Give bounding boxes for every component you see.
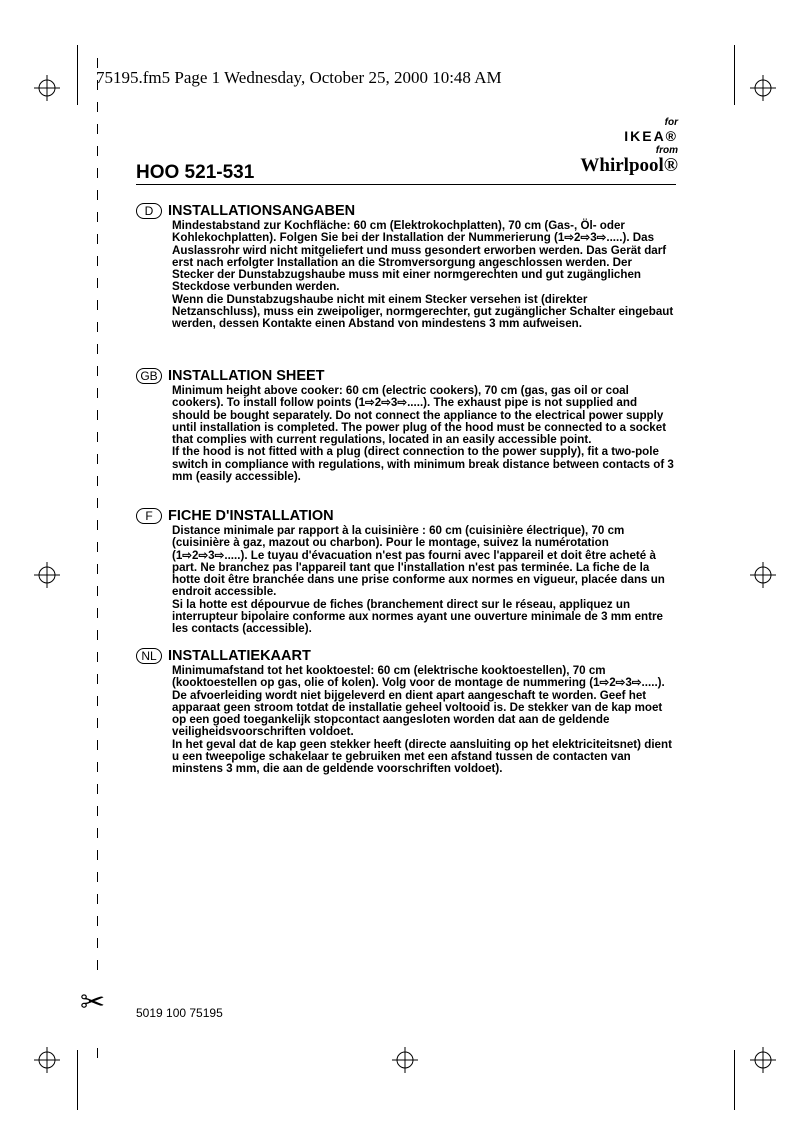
cut-line-dash [97, 344, 98, 354]
crop-mark [77, 45, 78, 105]
cut-line-dash [97, 256, 98, 266]
cut-line-dash [97, 212, 98, 222]
section-paragraph: If the hood is not fitted with a plug (direct connection to the power supply), fit a two-pole switch in compliance with regulations, with minimum break distance between contacts of 3 mm (easily accessible). [172, 445, 674, 484]
cut-line-dash [97, 850, 98, 860]
cut-line-dash [97, 278, 98, 288]
crop-mark [734, 1050, 735, 1110]
registration-mark-icon [750, 562, 776, 588]
cut-line-dash [97, 1048, 98, 1058]
cut-line-dash [97, 234, 98, 244]
ikea-logo: IKEA® [624, 128, 678, 144]
cut-line-dash [97, 300, 98, 310]
cut-line-dash [97, 388, 98, 398]
cut-line-dash [97, 894, 98, 904]
cut-line-dash [97, 520, 98, 530]
section-paragraph: Si la hotte est dépourvue de fiches (branchement direct sur le réseau, appliquez un interrupteur bipolaire conforme aux normes ayant une ouverture minimale de 3 mm entre les contacts (accessible). [172, 597, 663, 636]
cut-line-dash [97, 564, 98, 574]
cut-line-dash [97, 322, 98, 332]
language-badge: D [136, 203, 162, 219]
section-de [136, 202, 676, 331]
section-title: INSTALLATION SHEET [168, 368, 325, 384]
cut-line-dash [97, 454, 98, 464]
scissors-icon: ✂ [80, 986, 106, 1019]
cut-line-dash [97, 168, 98, 178]
cut-line-dash [97, 146, 98, 156]
registration-mark-icon [34, 562, 60, 588]
model-title: HOO 521-531 [136, 162, 255, 183]
cut-line-dash [97, 740, 98, 750]
section-nl [136, 647, 676, 776]
section-fr [136, 507, 676, 636]
section-paragraph: Minimum height above cooker: 60 cm (electric cookers), 70 cm (gas, gas oil or coal cookers). To install follow points (1⇨2⇨3⇨.....). The exhaust pipe is not supplied and should be bought separately. Do not connect the appliance to the electrical power supply until installation is completed. The power plug of the hood must be connected to a socket that complies with current regulations, located in an easily accessible point. [172, 384, 667, 447]
cut-line-dash [97, 58, 98, 68]
registration-mark-icon [34, 1047, 60, 1073]
whirlpool-logo: Whirlpool® [580, 155, 678, 176]
document-code: 5019 100 75195 [136, 1006, 223, 1020]
language-badge: NL [136, 648, 162, 664]
cut-line-dash [97, 784, 98, 794]
cut-line-dash [97, 718, 98, 728]
cut-line-dash [97, 366, 98, 376]
cut-line-dash [97, 608, 98, 618]
language-badge: GB [136, 368, 162, 384]
section-gb [136, 367, 676, 483]
section-title: FICHE D'INSTALLATION [168, 508, 334, 524]
section-paragraph: Distance minimale par rapport à la cuisinière : 60 cm (cuisinière électrique), 70 cm (cuisinière à gaz, mazout ou charbon). Pour le montage, suivez la numérotation (1⇨2⇨3⇨.....). Le tuyau d'évacuation n'est pas fourni avec l'appareil et doit être acheté à part. Ne branchez pas l'appareil tant que l'installation n'est pas terminée. La fiche de la hotte doit être branchée dans une prise conforme aux normes en vigueur, placée dans un endroit accessible. [172, 524, 665, 599]
section-title: INSTALLATIONSANGABEN [168, 203, 356, 219]
title-divider [136, 184, 676, 185]
cut-line-dash [97, 674, 98, 684]
cut-line-dash [97, 762, 98, 772]
cut-line-dash [97, 916, 98, 926]
cut-line-dash [97, 586, 98, 596]
print-header: 75195.fm5 Page 1 Wednesday, October 25, 2000 10:48 AM [96, 68, 502, 87]
cut-line-dash [97, 542, 98, 552]
section-paragraph: Wenn die Dunstabzugshaube nicht mit einem Stecker versehen ist (direkter Netzanschluss), muss ein zweipoliger, normgerechter, gut zugänglicher Schalter eingebaut werden, dessen Kontakte einen Abstand von mindestens 3 mm aufweisen. [172, 292, 674, 331]
section-paragraph: In het geval dat de kap geen stekker heeft (directe aansluiting op het elektriciteitsnet) dient u een tweepolige schakelaar te gebruiken met een afstand tussen de contacten van minstens 3 mm, die aan de geldende voorschriften voldoet). [172, 737, 672, 776]
language-badge: F [136, 508, 162, 524]
cut-line-dash [97, 102, 98, 112]
cut-line-dash [97, 630, 98, 640]
registration-mark-icon [750, 1047, 776, 1073]
registration-mark-icon [34, 75, 60, 101]
cut-line-dash [97, 696, 98, 706]
cut-line-dash [97, 652, 98, 662]
cut-line-dash [97, 410, 98, 420]
brand-for-label: for [664, 117, 678, 128]
section-paragraph: Mindestabstand zur Kochfläche: 60 cm (Elektrokochplatten), 70 cm (Gas-, Öl- oder Kohlekochplatten). Folgen Sie bei der Installation der Nummerierung (1⇨2⇨3⇨.....). Das Auslassrohr wird nicht mitgeliefert und muss gesondert erworben werden. Das Gerät darf erst nach erfolgter Installation an die Stromversorgung angeschlossen werden. Der Stecker der Dunstabzugshaube muss mit einer normgerechten und gut zugänglichen Steckdose verbunden werden. [172, 219, 667, 294]
cut-line-dash [97, 938, 98, 948]
cut-line-dash [97, 806, 98, 816]
section-paragraph: Minimumafstand tot het kooktoestel: 60 cm (elektrische kooktoestellen), 70 cm (kooktoestellen op gas, olie of kolen). Volg voor de montage de nummering (1⇨2⇨3⇨.....). De afvoerleiding wordt niet bijgeleverd en dient apart aangeschaft te worden. Geef het apparaat geen stroom totdat de installatie geheel voltooid is. De stekker van de kap moet op een goed toegankelijk stopcontact aangesloten worden dat aan de geldende veiligheidsvoorschriften voldoet. [172, 664, 665, 739]
brand-from-label: from [655, 145, 678, 156]
cut-line-dash [97, 960, 98, 970]
crop-mark [77, 1050, 78, 1110]
cut-line-dash [97, 828, 98, 838]
cut-line-dash [97, 124, 98, 134]
crop-mark [734, 45, 735, 105]
section-title: INSTALLATIEKAART [168, 648, 311, 664]
cut-line-dash [97, 872, 98, 882]
cut-line-dash [97, 498, 98, 508]
cut-line-dash [97, 190, 98, 200]
registration-mark-icon [750, 75, 776, 101]
cut-line-dash [97, 476, 98, 486]
registration-mark-icon [392, 1047, 418, 1073]
cut-line-dash [97, 432, 98, 442]
